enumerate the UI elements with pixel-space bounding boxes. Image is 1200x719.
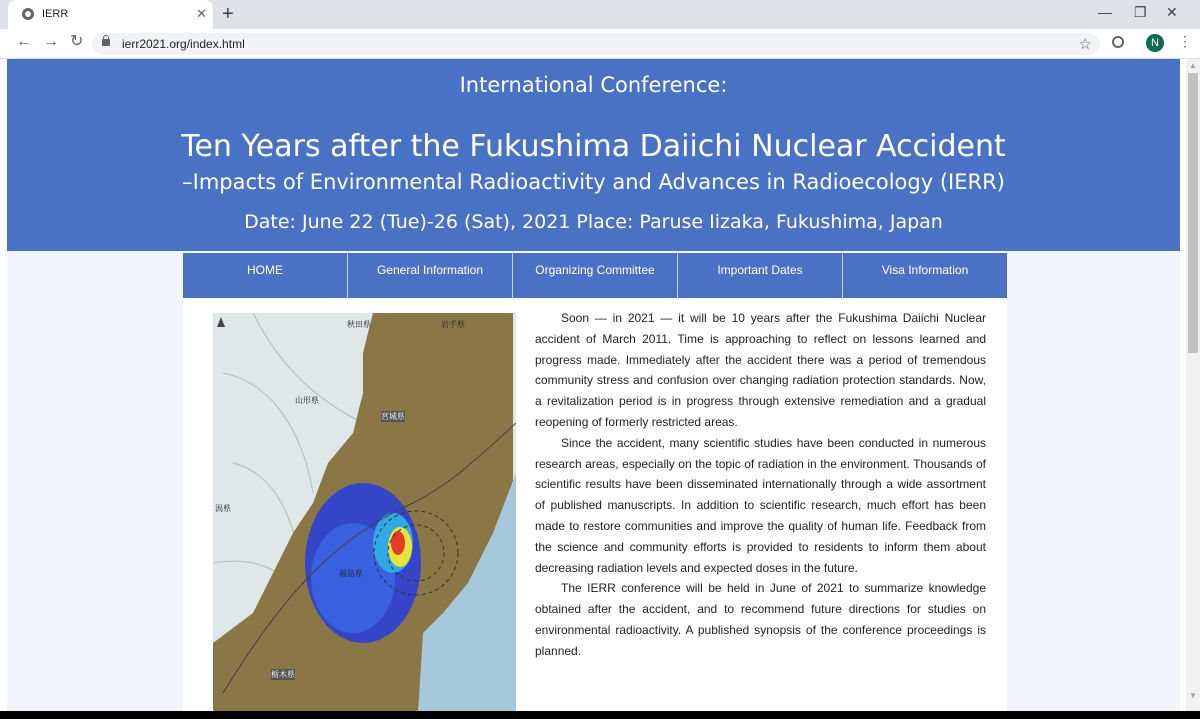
page-subtitle: –Impacts of Environmental Radioactivity and Advances in Radioecology (IERR)	[182, 170, 1005, 194]
tab-strip	[0, 0, 1200, 29]
address-bar[interactable]	[92, 33, 1100, 55]
browser-tab[interactable]	[8, 0, 213, 29]
reload-icon[interactable]: ↻	[70, 33, 84, 50]
map-label-yamagata: 山形県	[295, 396, 319, 405]
scroll-up-icon[interactable]: ▲	[1189, 61, 1197, 70]
tab-title: IERR	[42, 8, 69, 20]
paragraph-2: Since the accident, many scientific studies have been conducted in numerous research areas, especially on the topic of radiation in the environment. Thousands of scientific results have been disseminated internationally through a wide assortment of published manuscripts. In addition to scientific research, much effort has been made to restore communities and improve the quality of human life. Feedback from the science and community efforts is provided to residents to inform them about decreasing radiation levels and expected doses in the future.	[535, 435, 986, 575]
map-label-miyagi: 宮城県	[381, 412, 405, 421]
restore-icon[interactable]: ❐	[1134, 4, 1147, 20]
scroll-down-icon[interactable]: ▼	[1189, 691, 1197, 700]
globe-icon	[22, 8, 34, 20]
plus-icon[interactable]: +	[222, 3, 234, 25]
forward-arrow-icon[interactable]: →	[43, 33, 59, 50]
window-close-icon[interactable]: ✕	[1166, 4, 1178, 20]
avatar[interactable]: N	[1146, 34, 1164, 52]
kebab-menu-icon[interactable]: ⋮	[1178, 33, 1192, 49]
map-label-iwate: 岩手県	[441, 320, 465, 329]
map-label-akita: 秋田県	[347, 320, 371, 329]
nav-home[interactable]: HOME	[247, 263, 283, 277]
page-scrollbar[interactable]	[1186, 59, 1200, 711]
nav-important-dates[interactable]: Important Dates	[677, 253, 842, 298]
intro-text	[535, 308, 986, 662]
page-viewport	[0, 59, 1186, 711]
main-nav	[183, 253, 1007, 298]
taskbar	[0, 711, 1200, 719]
radiation-map-image	[213, 313, 516, 711]
url-text[interactable]: ierr2021.org/index.html	[122, 37, 245, 51]
scrollbar-thumb[interactable]	[1188, 73, 1198, 353]
page-body	[7, 59, 1180, 711]
header-intro: International Conference:	[459, 73, 728, 97]
nav-organizing-committee[interactable]: Organizing Committee	[512, 253, 677, 298]
close-icon[interactable]: ✕	[196, 6, 207, 21]
nav-visa-information[interactable]: Visa Information	[842, 253, 1007, 298]
radiation-map-svg	[213, 313, 516, 711]
map-label-niigata: 潟県	[215, 504, 231, 513]
map-label-fukushima: 福島県	[339, 569, 363, 578]
map-label-tochigi: 栃木県	[271, 670, 295, 679]
date-place: Date: June 22 (Tue)-26 (Sat), 2021 Place: Paruse Iizaka, Fukushima, Japan	[244, 211, 943, 233]
paragraph-1: Soon — in 2021 — it will be 10 years after the Fukushima Daiichi Nuclear accident of March 2011. Time is approaching to reflect on lessons learned and progress made. Immediately after the accident there was a period of tremendous community stress and confusion over changing radiation protection standards. Now, a revitalization period is in progress through extensive remediation and a gradual reopening of formerly restricted areas.	[535, 311, 986, 429]
extension-icon[interactable]	[1112, 36, 1124, 48]
browser-toolbar	[0, 29, 1200, 59]
star-icon[interactable]: ☆	[1078, 36, 1092, 53]
minimize-icon[interactable]: —	[1098, 4, 1112, 20]
back-arrow-icon[interactable]: ←	[16, 33, 32, 50]
main-content	[183, 298, 1007, 711]
lock-icon	[102, 39, 110, 46]
paragraph-3: The IERR conference will be held in June of 2021 to summarize knowledge obtained after the accident, and to recommend future directions for studies on environmental radioactivity. A published synopsis of the conference proceedings is planned.	[535, 581, 986, 658]
nav-general-information[interactable]: General Information	[347, 253, 512, 298]
conference-header	[7, 59, 1180, 251]
page-title: Ten Years after the Fukushima Daiichi Nuclear Accident	[181, 129, 1006, 164]
